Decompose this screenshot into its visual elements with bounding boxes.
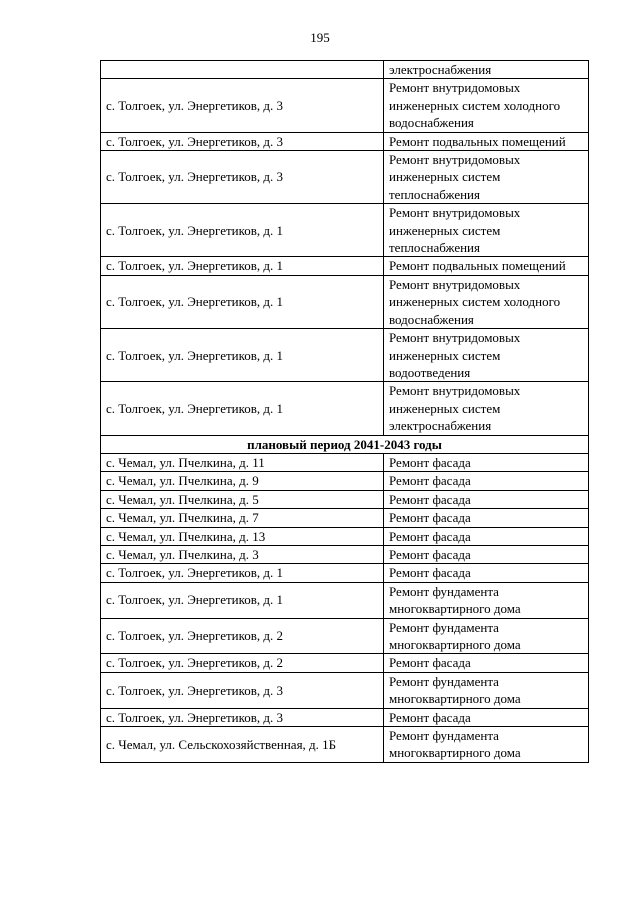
- table-row: [101, 79, 589, 132]
- address-cell: с. Толгоек, ул. Энергетиков, д. 3: [101, 132, 384, 150]
- table-row: [101, 509, 589, 527]
- work-type-cell: Ремонт фасада: [384, 472, 589, 490]
- work-type-cell: Ремонт фасада: [384, 654, 589, 672]
- address-cell: с. Толгоек, ул. Энергетиков, д. 3: [101, 79, 384, 132]
- address-cell: с. Толгоек, ул. Энергетиков, д. 3: [101, 708, 384, 726]
- address-cell: с. Чемал, ул. Пчелкина, д. 9: [101, 472, 384, 490]
- address-cell: с. Чемал, ул. Пчелкина, д. 11: [101, 453, 384, 471]
- address-cell: с. Чемал, ул. Пчелкина, д. 13: [101, 527, 384, 545]
- address-cell: с. Толгоек, ул. Энергетиков, д. 2: [101, 654, 384, 672]
- address-cell: с. Толгоек, ул. Энергетиков, д. 1: [101, 329, 384, 382]
- address-cell: с. Толгоек, ул. Энергетиков, д. 3: [101, 151, 384, 204]
- address-cell: с. Толгоек, ул. Энергетиков, д. 1: [101, 275, 384, 328]
- address-cell: [101, 61, 384, 79]
- work-type-cell: Ремонт фундамента многоквартирного дома: [384, 582, 589, 618]
- table-row: [101, 453, 589, 471]
- table-row: [101, 708, 589, 726]
- work-type-cell: Ремонт внутридомовых инженерных систем электроснабжения: [384, 382, 589, 435]
- table-row: [101, 204, 589, 257]
- work-type-cell: Ремонт фасада: [384, 564, 589, 582]
- work-type-cell: электроснабжения: [384, 61, 589, 79]
- address-cell: с. Чемал, ул. Пчелкина, д. 3: [101, 545, 384, 563]
- address-cell: с. Чемал, ул. Пчелкина, д. 5: [101, 490, 384, 508]
- table-row: [101, 582, 589, 618]
- table-row: [101, 490, 589, 508]
- table-row: [101, 132, 589, 150]
- table-row: [101, 564, 589, 582]
- table-row: [101, 527, 589, 545]
- table-row: [101, 275, 589, 328]
- work-type-cell: Ремонт фундамента многоквартирного дома: [384, 672, 589, 708]
- address-cell: с. Толгоек, ул. Энергетиков, д. 3: [101, 672, 384, 708]
- page-number: 195: [310, 30, 330, 45]
- work-type-cell: Ремонт внутридомовых инженерных систем теплоснабжения: [384, 204, 589, 257]
- repair-table: [100, 60, 589, 763]
- table-row: [101, 329, 589, 382]
- address-cell: с. Чемал, ул. Сельскохозяйственная, д. 1Б: [101, 727, 384, 763]
- address-cell: с. Толгоек, ул. Энергетиков, д. 1: [101, 382, 384, 435]
- address-cell: с. Толгоек, ул. Энергетиков, д. 1: [101, 204, 384, 257]
- table-row: [101, 61, 589, 79]
- table-row: [101, 472, 589, 490]
- table-row: [101, 672, 589, 708]
- work-type-cell: Ремонт фасада: [384, 453, 589, 471]
- work-type-cell: Ремонт фундамента многоквартирного дома: [384, 727, 589, 763]
- address-cell: с. Толгоек, ул. Энергетиков, д. 2: [101, 618, 384, 654]
- work-type-cell: Ремонт внутридомовых инженерных систем водоотведения: [384, 329, 589, 382]
- table-row: [101, 151, 589, 204]
- work-type-cell: Ремонт подвальных помещений: [384, 257, 589, 275]
- table-row: [101, 382, 589, 435]
- table-body: [101, 61, 589, 763]
- address-cell: с. Толгоек, ул. Энергетиков, д. 1: [101, 257, 384, 275]
- work-type-cell: Ремонт внутридомовых инженерных систем холодного водоснабжения: [384, 79, 589, 132]
- address-cell: с. Толгоек, ул. Энергетиков, д. 1: [101, 564, 384, 582]
- work-type-cell: Ремонт фасада: [384, 545, 589, 563]
- work-type-cell: Ремонт подвальных помещений: [384, 132, 589, 150]
- work-type-cell: Ремонт фундамента многоквартирного дома: [384, 618, 589, 654]
- table-row: [101, 654, 589, 672]
- section-row: [101, 435, 589, 453]
- section-title: плановый период 2041-2043 годы: [101, 435, 589, 453]
- table-row: [101, 545, 589, 563]
- work-type-cell: Ремонт внутридомовых инженерных систем теплоснабжения: [384, 151, 589, 204]
- work-type-cell: Ремонт фасада: [384, 708, 589, 726]
- table-row: [101, 727, 589, 763]
- work-type-cell: Ремонт фасада: [384, 490, 589, 508]
- address-cell: с. Чемал, ул. Пчелкина, д. 7: [101, 509, 384, 527]
- work-type-cell: Ремонт фасада: [384, 527, 589, 545]
- table-row: [101, 257, 589, 275]
- work-type-cell: Ремонт фасада: [384, 509, 589, 527]
- table-row: [101, 618, 589, 654]
- address-cell: с. Толгоек, ул. Энергетиков, д. 1: [101, 582, 384, 618]
- work-type-cell: Ремонт внутридомовых инженерных систем холодного водоснабжения: [384, 275, 589, 328]
